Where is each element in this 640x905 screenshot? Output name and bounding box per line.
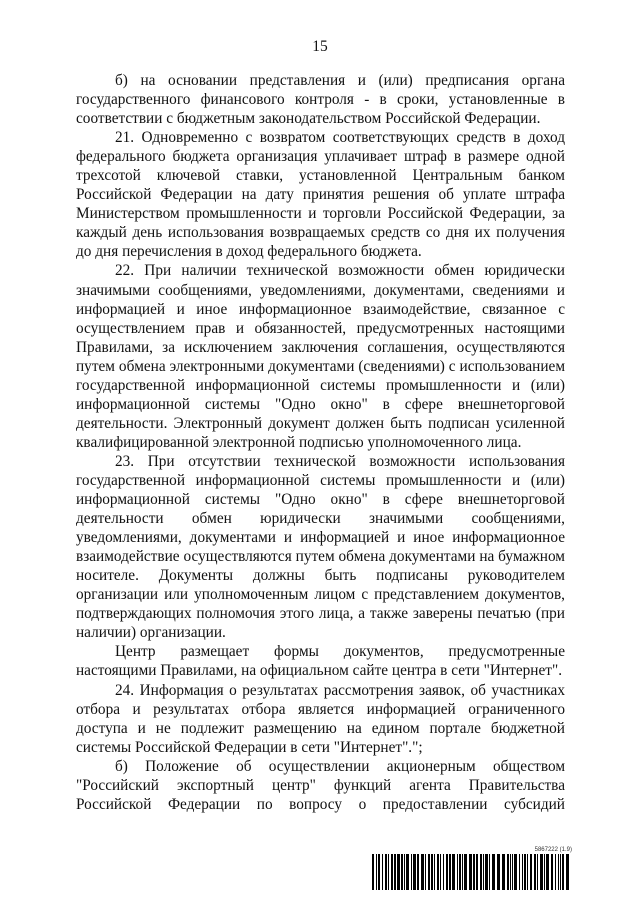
paragraph: б) на основании представления и (или) предписания органа государственного финансового контроля - в сроки, установленные в соответствии с бюджетным законодательством Российской Федерации. — [76, 72, 565, 128]
barcode-icon — [372, 854, 572, 890]
paragraph: б) Положение об осуществлении акционерным обществом "Российский экспортный центр" функций агента Правительства Российской Федерации по вопросу о предоставлении субсидий — [76, 757, 565, 813]
document-body — [76, 71, 565, 814]
paragraph: Центр размещает формы документов, предусмотренные настоящими Правилами, на официальном сайте центра в сети "Интернет". — [76, 643, 565, 680]
page-number: 15 — [312, 38, 328, 55]
paragraph: 22. При наличии технической возможности обмен юридически значимыми сообщениями, уведомлениями, документами, сведениями и информацией и иное информационное взаимодействие, связанное с осуществлением прав и обязанностей, предусмотренных настоящими Правилами, за исключением заключения соглашения, осуществляются путем обмена электронными документами (сведениями) с использованием государственной информационной системы промышленности и (или) информационной системы "Одно окно" в сфере внешнеторговой деятельности. Электронный документ должен быть подписан усиленной квалифицированной электронной подписью уполномоченного лица. — [76, 262, 565, 451]
paragraph: 23. При отсутствии технической возможности использования государственной информационной системы промышленности и (или) информационной системы "Одно окно" в сфере внешнеторговой деятельности обмен юридически значимыми сообщениями, уведомлениями, документами и информацией и иное информационное взаимодействие осуществляются путем обмена документами на бумажном носителе. Документы должны быть подписаны руководителем организации или уполномоченным лицом с представлением документов, подтверждающих полномочия этого лица, а также заверены печатью (при наличии) организации. — [76, 452, 565, 642]
paragraph: 24. Информация о результатах рассмотрения заявок, об участниках отбора и результатах отбора является информацией ограниченного доступа и не подлежит размещению на едином портале бюджетной системы Российской Федерации в сети "Интернет"."; — [76, 681, 565, 756]
paragraph: 21. Одновременно с возвратом соответствующих средств в доход федерального бюджета организация уплачивает штраф в размере одной трехсотой ключевой ставки, установленной Центральным банком Российской Федерации на дату принятия решения об уплате штрафа Министерством промышленности и торговли Российской Федерации, за каждый день использования возвращаемых средств со дня их получения до дня перечисления в доход федерального бюджета. — [76, 129, 565, 261]
document-code: 5867222 (1.9) — [534, 847, 572, 853]
